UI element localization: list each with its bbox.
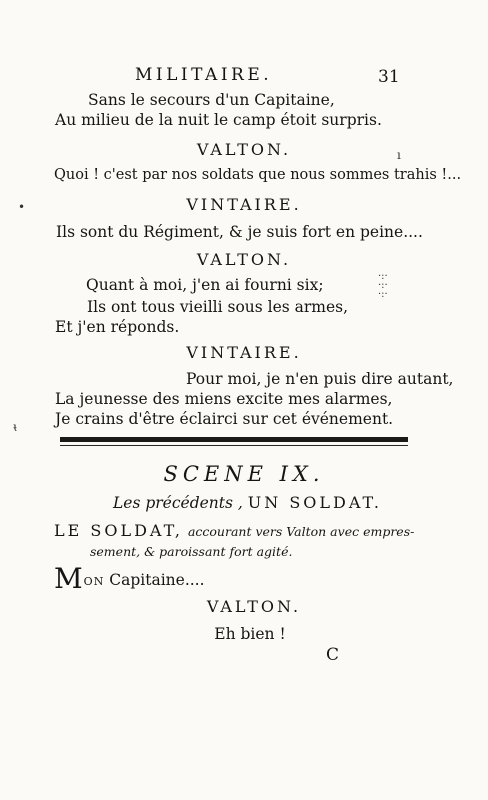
speaker-heading: VALTON.: [206, 597, 302, 616]
speaker-name: LE SOLDAT,: [54, 521, 184, 540]
reply-line: Eh bien !: [214, 625, 286, 643]
running-title: MILITAIRE.: [135, 65, 273, 85]
paper-speck: ·:· ·:· ·:·: [378, 271, 388, 300]
cast-caps: UN SOLDAT.: [247, 493, 382, 512]
verse-line: Quant à moi, j'en ai fourni six;: [86, 276, 324, 294]
stage-direction-line-2: sement, & paroissant fort agité.: [90, 544, 293, 559]
speaker-heading: VINTAIRE.: [186, 343, 302, 362]
speaker-heading: VALTON.: [196, 140, 292, 159]
speaker-heading: VALTON.: [196, 250, 292, 269]
cast-italic: Les précédents ,: [113, 494, 243, 512]
speaker-heading: VINTAIRE.: [186, 195, 302, 214]
verse-line: Et j'en réponds.: [55, 318, 180, 336]
scene-title: SCENE IX.: [163, 462, 325, 486]
verse-line: Au milieu de la nuit le camp étoit surpris.: [55, 111, 382, 129]
dialogue-text: Capitaine....: [109, 571, 205, 589]
stage-direction: accourant vers Valton avec empres-: [187, 524, 415, 539]
ornamental-rule-thin: [60, 445, 408, 446]
paper-speck: ᵼ: [13, 420, 18, 434]
paper-speck: ı: [397, 148, 401, 162]
drop-cap: M: [54, 562, 83, 595]
catchword: C: [326, 645, 340, 665]
drop-cap-continuation: ON: [83, 575, 105, 588]
verse-line: Pour moi, je n'en puis dire autant,: [186, 370, 454, 388]
ornamental-rule: [60, 437, 408, 442]
verse-line: Quoi ! c'est par nos soldats que nous sommes trahis !...: [54, 167, 462, 183]
dialogue-line: [54, 562, 205, 595]
scene-cast: [113, 494, 382, 512]
verse-line: Sans le secours d'un Capitaine,: [88, 91, 335, 109]
verse-line: Je crains d'être éclairci sur cet événement.: [55, 410, 394, 428]
paper-speck: •: [18, 200, 26, 214]
verse-line: Ils ont tous vieilli sous les armes,: [87, 298, 349, 316]
page-number: 31: [378, 67, 400, 87]
verse-line: Ils sont du Régiment, & je suis fort en peine....: [56, 223, 423, 241]
stage-direction-line-1: [54, 522, 414, 541]
verse-line: La jeunesse des miens excite mes alarmes,: [55, 390, 393, 408]
